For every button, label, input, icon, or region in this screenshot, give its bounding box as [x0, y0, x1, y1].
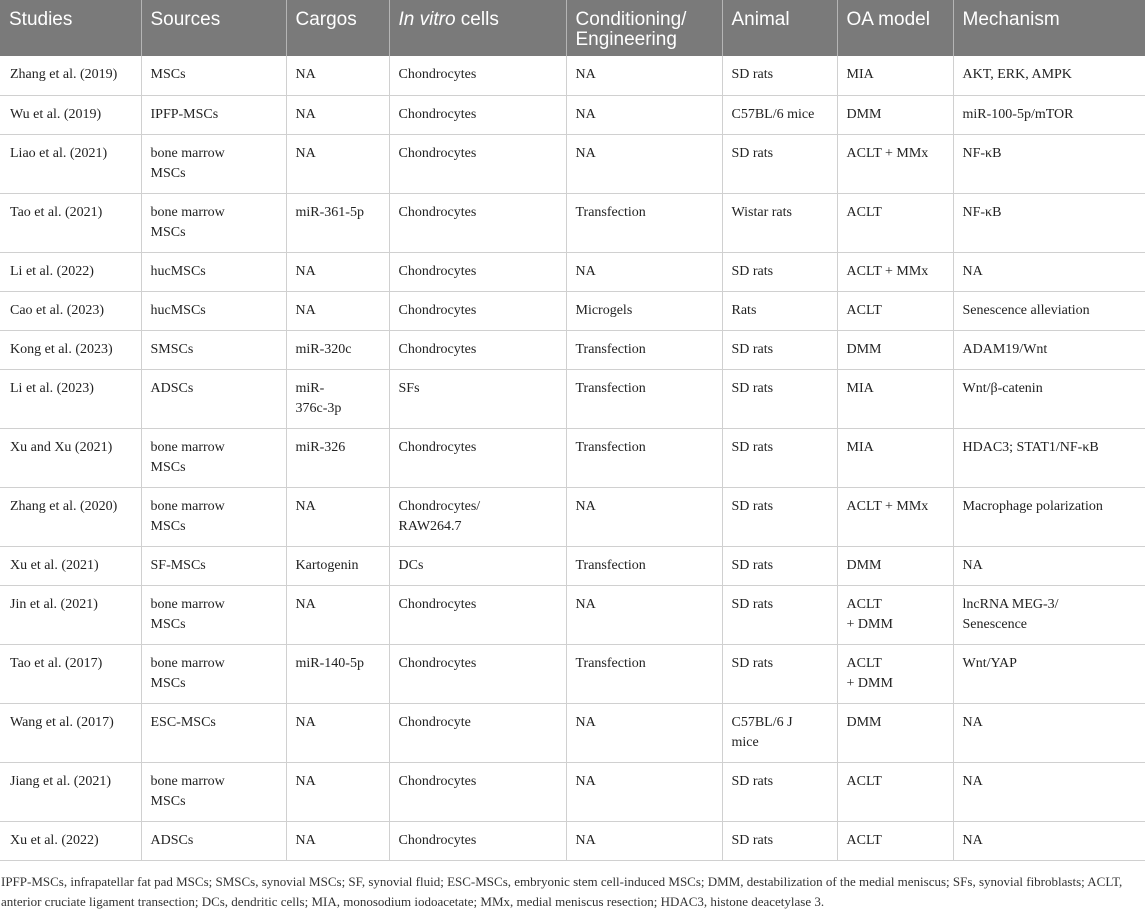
cell-mechanism: NA [953, 252, 1145, 291]
cell-cargos: NA [286, 291, 389, 330]
cell-conditioning-engineering: NA [566, 134, 722, 193]
cell-animal: SD rats [722, 428, 837, 487]
column-header-studies [0, 0, 141, 56]
cell-mechanism: HDAC3; STAT1/NF-κB [953, 428, 1145, 487]
table-row [0, 95, 1145, 134]
table-row [0, 369, 1145, 428]
cell-mechanism: NA [953, 821, 1145, 860]
cell-cargos: NA [286, 585, 389, 644]
table-row [0, 821, 1145, 860]
cell-conditioning-engineering: NA [566, 95, 722, 134]
table-row [0, 487, 1145, 546]
column-header-text: Conditioning/ Engineering [575, 9, 687, 50]
cell-in-vitro-cells: Chondrocytes [389, 252, 566, 291]
column-header-text: Animal [731, 9, 790, 30]
table-row [0, 585, 1145, 644]
cell-in-vitro-cells: Chondrocytes [389, 428, 566, 487]
table-row [0, 56, 1145, 95]
cell-sources: ADSCs [141, 821, 286, 860]
cell-animal: SD rats [722, 821, 837, 860]
cell-in-vitro-cells: Chondrocytes [389, 134, 566, 193]
cell-animal: Wistar rats [722, 193, 837, 252]
cell-sources: ADSCs [141, 369, 286, 428]
cell-oa-model: MIA [837, 428, 953, 487]
cell-studies: Jin et al. (2021) [0, 585, 141, 644]
cell-mechanism: lncRNA MEG-3/ Senescence [953, 585, 1145, 644]
cell-animal: SD rats [722, 369, 837, 428]
cell-sources: SF-MSCs [141, 546, 286, 585]
table-footnote: IPFP-MSCs, infrapatellar fat pad MSCs; SMSCs, synovial MSCs; SF, synovial fluid; ESC-MSCs, embryonic stem cell-induced MSCs; DMM, destabilization of the medial meniscus; SFs, synovial fibroblasts; ACLT, anterior cruciate ligament transection; DCs, dendritic cells; MIA, monosodium iodoacetate; MMx, medial meniscus resection; HDAC3, histone deacetylase 3. [1, 874, 1123, 909]
cell-sources: IPFP-MSCs [141, 95, 286, 134]
cell-cargos: NA [286, 487, 389, 546]
cell-cargos: miR- 376c-3p [286, 369, 389, 428]
cell-oa-model: ACLT [837, 762, 953, 821]
cell-sources: hucMSCs [141, 252, 286, 291]
cell-conditioning-engineering: NA [566, 585, 722, 644]
table-row [0, 291, 1145, 330]
cell-sources: bone marrow MSCs [141, 134, 286, 193]
table-header [0, 0, 1145, 56]
column-header-text: Studies [9, 9, 73, 30]
cell-in-vitro-cells: Chondrocytes [389, 330, 566, 369]
cell-studies: Tao et al. (2017) [0, 644, 141, 703]
cell-cargos: miR-326 [286, 428, 389, 487]
cell-studies: Tao et al. (2021) [0, 193, 141, 252]
table-body [0, 56, 1145, 860]
cell-in-vitro-cells: Chondrocytes [389, 585, 566, 644]
cell-oa-model: DMM [837, 330, 953, 369]
column-header-cargos [286, 0, 389, 56]
cell-animal: C57BL/6 mice [722, 95, 837, 134]
cell-cargos: NA [286, 134, 389, 193]
cell-animal: SD rats [722, 644, 837, 703]
cell-animal: SD rats [722, 330, 837, 369]
cell-studies: Li et al. (2023) [0, 369, 141, 428]
cell-studies: Xu et al. (2021) [0, 546, 141, 585]
cell-cargos: NA [286, 821, 389, 860]
cell-mechanism: Wnt/YAP [953, 644, 1145, 703]
cell-oa-model: ACLT + MMx [837, 252, 953, 291]
cell-conditioning-engineering: Transfection [566, 428, 722, 487]
cell-mechanism: NF-κB [953, 193, 1145, 252]
cell-conditioning-engineering: Microgels [566, 291, 722, 330]
table-row [0, 644, 1145, 703]
cell-sources: hucMSCs [141, 291, 286, 330]
cell-studies: Wu et al. (2019) [0, 95, 141, 134]
cell-in-vitro-cells: Chondrocytes [389, 762, 566, 821]
cell-sources: bone marrow MSCs [141, 644, 286, 703]
cell-animal: SD rats [722, 56, 837, 95]
cell-studies: Zhang et al. (2019) [0, 56, 141, 95]
cell-mechanism: Wnt/β-catenin [953, 369, 1145, 428]
cell-in-vitro-cells: Chondrocyte [389, 703, 566, 762]
cell-studies: Wang et al. (2017) [0, 703, 141, 762]
cell-oa-model: DMM [837, 703, 953, 762]
cell-cargos: NA [286, 762, 389, 821]
cell-studies: Liao et al. (2021) [0, 134, 141, 193]
cell-in-vitro-cells: Chondrocytes/ RAW264.7 [389, 487, 566, 546]
cell-conditioning-engineering: NA [566, 252, 722, 291]
cell-mechanism: AKT, ERK, AMPK [953, 56, 1145, 95]
cell-in-vitro-cells: Chondrocytes [389, 56, 566, 95]
cell-conditioning-engineering: Transfection [566, 644, 722, 703]
cell-mechanism: ADAM19/Wnt [953, 330, 1145, 369]
cell-studies: Xu and Xu (2021) [0, 428, 141, 487]
cell-mechanism: NA [953, 762, 1145, 821]
cell-sources: bone marrow MSCs [141, 428, 286, 487]
cell-mechanism: Senescence alleviation [953, 291, 1145, 330]
cell-cargos: NA [286, 56, 389, 95]
column-header-animal [722, 0, 837, 56]
cell-conditioning-engineering: Transfection [566, 369, 722, 428]
column-header-conditioning-engineering [566, 0, 722, 56]
cell-oa-model: ACLT + DMM [837, 644, 953, 703]
column-header-text: Cargos [295, 9, 357, 30]
table-row [0, 134, 1145, 193]
cell-oa-model: DMM [837, 546, 953, 585]
cell-cargos: miR-140-5p [286, 644, 389, 703]
cell-animal: SD rats [722, 252, 837, 291]
column-header-sources [141, 0, 286, 56]
column-header-italic-text: In vitro [398, 9, 456, 30]
cell-cargos: NA [286, 703, 389, 762]
cell-studies: Xu et al. (2022) [0, 821, 141, 860]
cell-in-vitro-cells: Chondrocytes [389, 95, 566, 134]
cell-animal: SD rats [722, 546, 837, 585]
cell-studies: Jiang et al. (2021) [0, 762, 141, 821]
cell-in-vitro-cells: Chondrocytes [389, 644, 566, 703]
cell-cargos: miR-320c [286, 330, 389, 369]
cell-studies: Zhang et al. (2020) [0, 487, 141, 546]
cell-in-vitro-cells: Chondrocytes [389, 821, 566, 860]
header-row [0, 0, 1145, 56]
cell-conditioning-engineering: NA [566, 487, 722, 546]
cell-mechanism: Macrophage polarization [953, 487, 1145, 546]
cell-cargos: Kartogenin [286, 546, 389, 585]
table-row [0, 193, 1145, 252]
cell-conditioning-engineering: NA [566, 821, 722, 860]
cell-animal: SD rats [722, 762, 837, 821]
cell-animal: C57BL/6 J mice [722, 703, 837, 762]
cell-oa-model: ACLT + MMx [837, 134, 953, 193]
table-row [0, 252, 1145, 291]
cell-studies: Li et al. (2022) [0, 252, 141, 291]
table-row [0, 428, 1145, 487]
cell-oa-model: MIA [837, 56, 953, 95]
cell-mechanism: NA [953, 546, 1145, 585]
cell-oa-model: MIA [837, 369, 953, 428]
cell-oa-model: ACLT [837, 821, 953, 860]
cell-mechanism: miR-100-5p/mTOR [953, 95, 1145, 134]
cell-oa-model: ACLT [837, 193, 953, 252]
cell-sources: bone marrow MSCs [141, 585, 286, 644]
cell-studies: Cao et al. (2023) [0, 291, 141, 330]
cell-animal: SD rats [722, 585, 837, 644]
cell-in-vitro-cells: DCs [389, 546, 566, 585]
cell-in-vitro-cells: SFs [389, 369, 566, 428]
cell-conditioning-engineering: NA [566, 703, 722, 762]
cell-conditioning-engineering: NA [566, 762, 722, 821]
cell-sources: ESC-MSCs [141, 703, 286, 762]
column-header-text: OA model [846, 9, 930, 30]
cell-conditioning-engineering: Transfection [566, 546, 722, 585]
column-header-text: cells [455, 9, 499, 30]
column-header-in-vitro-cells [389, 0, 566, 56]
cell-oa-model: ACLT + MMx [837, 487, 953, 546]
cell-sources: MSCs [141, 56, 286, 95]
cell-sources: SMSCs [141, 330, 286, 369]
cell-sources: bone marrow MSCs [141, 193, 286, 252]
table-row [0, 330, 1145, 369]
cell-cargos: NA [286, 95, 389, 134]
cell-sources: bone marrow MSCs [141, 762, 286, 821]
table-row [0, 703, 1145, 762]
cell-in-vitro-cells: Chondrocytes [389, 193, 566, 252]
cell-mechanism: NA [953, 703, 1145, 762]
column-header-oa-model [837, 0, 953, 56]
column-header-text: Mechanism [962, 9, 1060, 30]
cell-cargos: miR-361-5p [286, 193, 389, 252]
cell-cargos: NA [286, 252, 389, 291]
cell-oa-model: ACLT + DMM [837, 585, 953, 644]
cell-oa-model: DMM [837, 95, 953, 134]
cell-oa-model: ACLT [837, 291, 953, 330]
column-header-text: Sources [150, 9, 221, 30]
cell-sources: bone marrow MSCs [141, 487, 286, 546]
table-row [0, 762, 1145, 821]
cell-animal: SD rats [722, 134, 837, 193]
cell-animal: SD rats [722, 487, 837, 546]
cell-conditioning-engineering: NA [566, 56, 722, 95]
column-header-mechanism [953, 0, 1145, 56]
table-row [0, 546, 1145, 585]
cell-studies: Kong et al. (2023) [0, 330, 141, 369]
cell-conditioning-engineering: Transfection [566, 330, 722, 369]
cell-animal: Rats [722, 291, 837, 330]
cell-mechanism: NF-κB [953, 134, 1145, 193]
cell-in-vitro-cells: Chondrocytes [389, 291, 566, 330]
cell-conditioning-engineering: Transfection [566, 193, 722, 252]
